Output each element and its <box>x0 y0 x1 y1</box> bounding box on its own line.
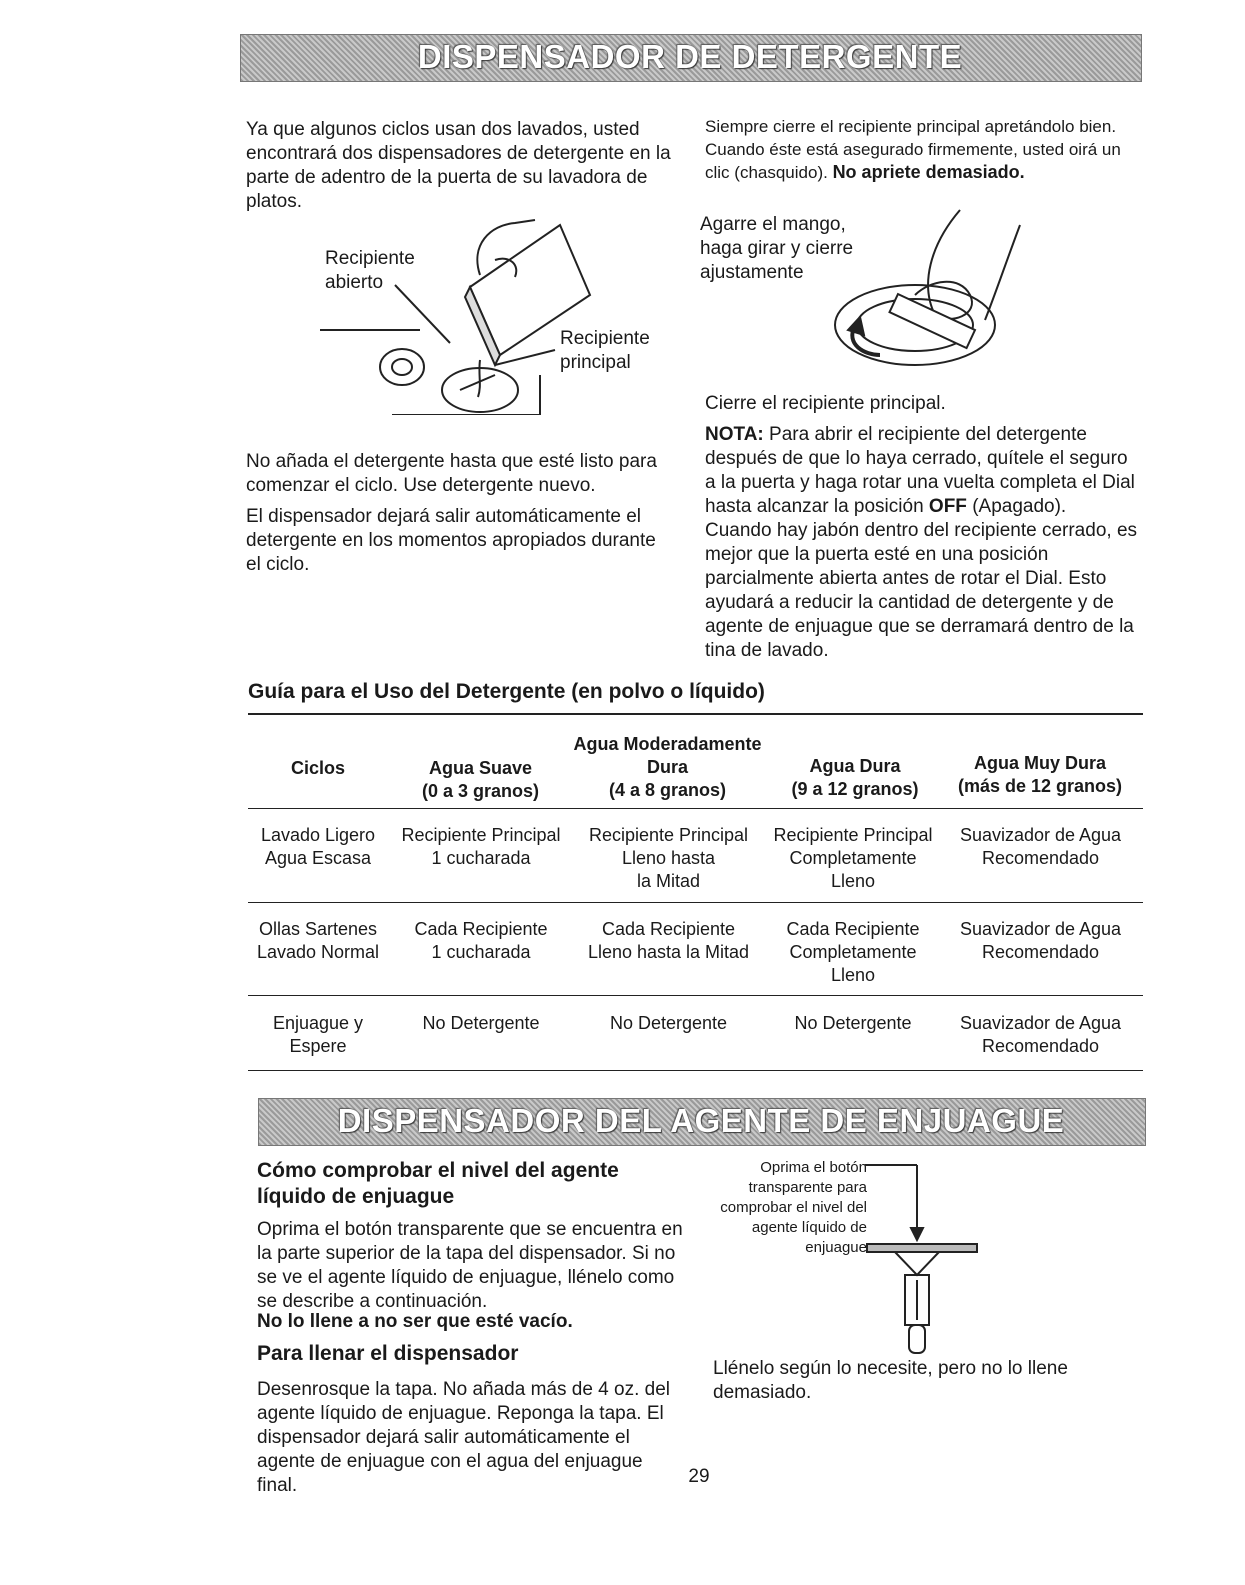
row3-cycle: Enjuague y Espere <box>272 1013 364 1056</box>
section-title-detergent: DISPENSADOR DE DETERGENTE <box>417 38 963 75</box>
header-soft-water: Agua Suave (0 a 3 granos) <box>421 758 540 801</box>
row1-cycle: Lavado Ligero Agua Escasa <box>260 825 376 868</box>
close-instruction-warning: No apriete demasiado. <box>832 162 1025 182</box>
header-moderate-water: Agua Moderadamente Dura (4 a 8 granos) <box>573 734 762 800</box>
row1-soft: Recipiente Principal 1 cucharada <box>401 825 561 868</box>
row3-hard: No Detergente <box>794 1013 912 1033</box>
row2-hard: Cada Recipiente Completamente Lleno <box>786 919 920 985</box>
rinse-warning: No lo llene a no ser que esté vacío. <box>257 1311 573 1332</box>
close-dispenser-illustration <box>820 205 1040 375</box>
close-caption: Cierre el recipiente principal. <box>705 393 946 414</box>
section-title-rinse: DISPENSADOR DEL AGENTE DE ENJUAGUE <box>337 1102 1065 1139</box>
row2-soft: Cada Recipiente 1 cucharada <box>414 919 548 962</box>
note-text-2: (Apagado). Cuando hay jabón dentro del recipiente cerrado, es mejor que la puerta esté en una posición parcialmente abierta antes de rotar el Dial. Esto ayudará a reducir la cantidad de detergente y de agente de enjuague que se derramará dentro de la tina de lavado. <box>705 496 1138 661</box>
row1-rule <box>248 902 1143 903</box>
label-open-container: Recipiente abierto <box>325 248 415 293</box>
header-very-hard-water: Agua Muy Dura (más de 12 granos) <box>957 753 1123 796</box>
guide-title-rule <box>248 713 1143 715</box>
rinse-button-label: Oprima el botón transparente para comprobar el nivel del agente líquido de enjuague <box>720 1159 867 1256</box>
close-instruction-paragraph <box>705 115 1135 184</box>
detergent-pour-illustration <box>320 215 660 415</box>
table-bottom-rule <box>248 1070 1143 1071</box>
row1-hard: Recipiente Principal Completamente Lleno <box>773 825 933 891</box>
note-paragraph <box>705 423 1137 663</box>
rinse-paragraph: Oprima el botón transparente que se encuentra en la parte superior de la tapa del dispensador. Si no se ve el agente líquido de enjuague, llénelo como se describe a continuación. <box>257 1219 683 1312</box>
note-label: NOTA: <box>705 424 764 445</box>
close-instruction-text: Siempre cierre el recipiente principal apretándolo bien. Cuando éste está asegurado firmemente, usted oirá un clic (chasquido). <box>705 117 1121 182</box>
fill-heading: Para llenar el dispensador <box>257 1342 519 1365</box>
row2-very-hard: Suavizador de Agua Recomendado <box>959 919 1122 962</box>
fill-note: Llénelo según lo necesite, pero no lo llene demasiado. <box>713 1358 1068 1403</box>
note-off: OFF <box>928 496 967 517</box>
row2-rule <box>248 995 1143 996</box>
row3-very-hard: Suavizador de Agua Recomendado <box>959 1013 1122 1056</box>
label-grab-handle: Agarre el mango, haga girar y cierre ajustamente <box>700 214 854 283</box>
label-main-container: Recipiente principal <box>560 328 650 373</box>
row1-very-hard: Suavizador de Agua Recomendado <box>959 825 1122 868</box>
auto-dispense-paragraph: El dispensador dejará salir automáticamente el detergente en los momentos apropiados durante el ciclo. <box>246 506 656 575</box>
header-hard-water: Agua Dura (9 a 12 granos) <box>791 756 919 799</box>
intro-paragraph: Ya que algunos ciclos usan dos lavados, usted encontrará dos dispensadores de detergente en la parte de adentro de la puerta de su lavadora de platos. <box>246 119 671 212</box>
page-number: 29 <box>688 1466 710 1487</box>
row3-moderate: No Detergente <box>609 1013 728 1033</box>
table-header-rule <box>248 808 1143 809</box>
row2-moderate: Cada Recipiente Lleno hasta la Mitad <box>587 919 750 962</box>
guide-title: Guía para el Uso del Detergente (en polvo o líquido) <box>248 680 765 703</box>
row1-moderate: Recipiente Principal Lleno hasta la Mitad <box>588 825 749 891</box>
rinse-heading: Cómo comprobar el nivel del agente líquido de enjuague <box>257 1159 619 1208</box>
rinse-dispenser-illustration <box>855 1160 985 1370</box>
header-cycles: Ciclos <box>290 758 346 778</box>
instruction-paragraph: No añada el detergente hasta que esté listo para comenzar el ciclo. Use detergente nuevo. <box>246 451 657 496</box>
fill-paragraph: Desenrosque la tapa. No añada más de 4 oz. del agente líquido de enjuague. Reponga la tapa. El dispensador dejará salir automáticamente el agente de enjuague con el agua del enjuague final. <box>257 1379 670 1496</box>
row2-cycle: Ollas Sartenes Lavado Normal <box>256 919 380 962</box>
row3-soft: No Detergente <box>422 1013 540 1033</box>
note-text-1: Para abrir el recipiente del detergente después de que lo haya cerrado, quítele el seguro a la puerta y haga rotar una vuelta completa el Dial hasta alcanzar la posición <box>705 424 1135 517</box>
